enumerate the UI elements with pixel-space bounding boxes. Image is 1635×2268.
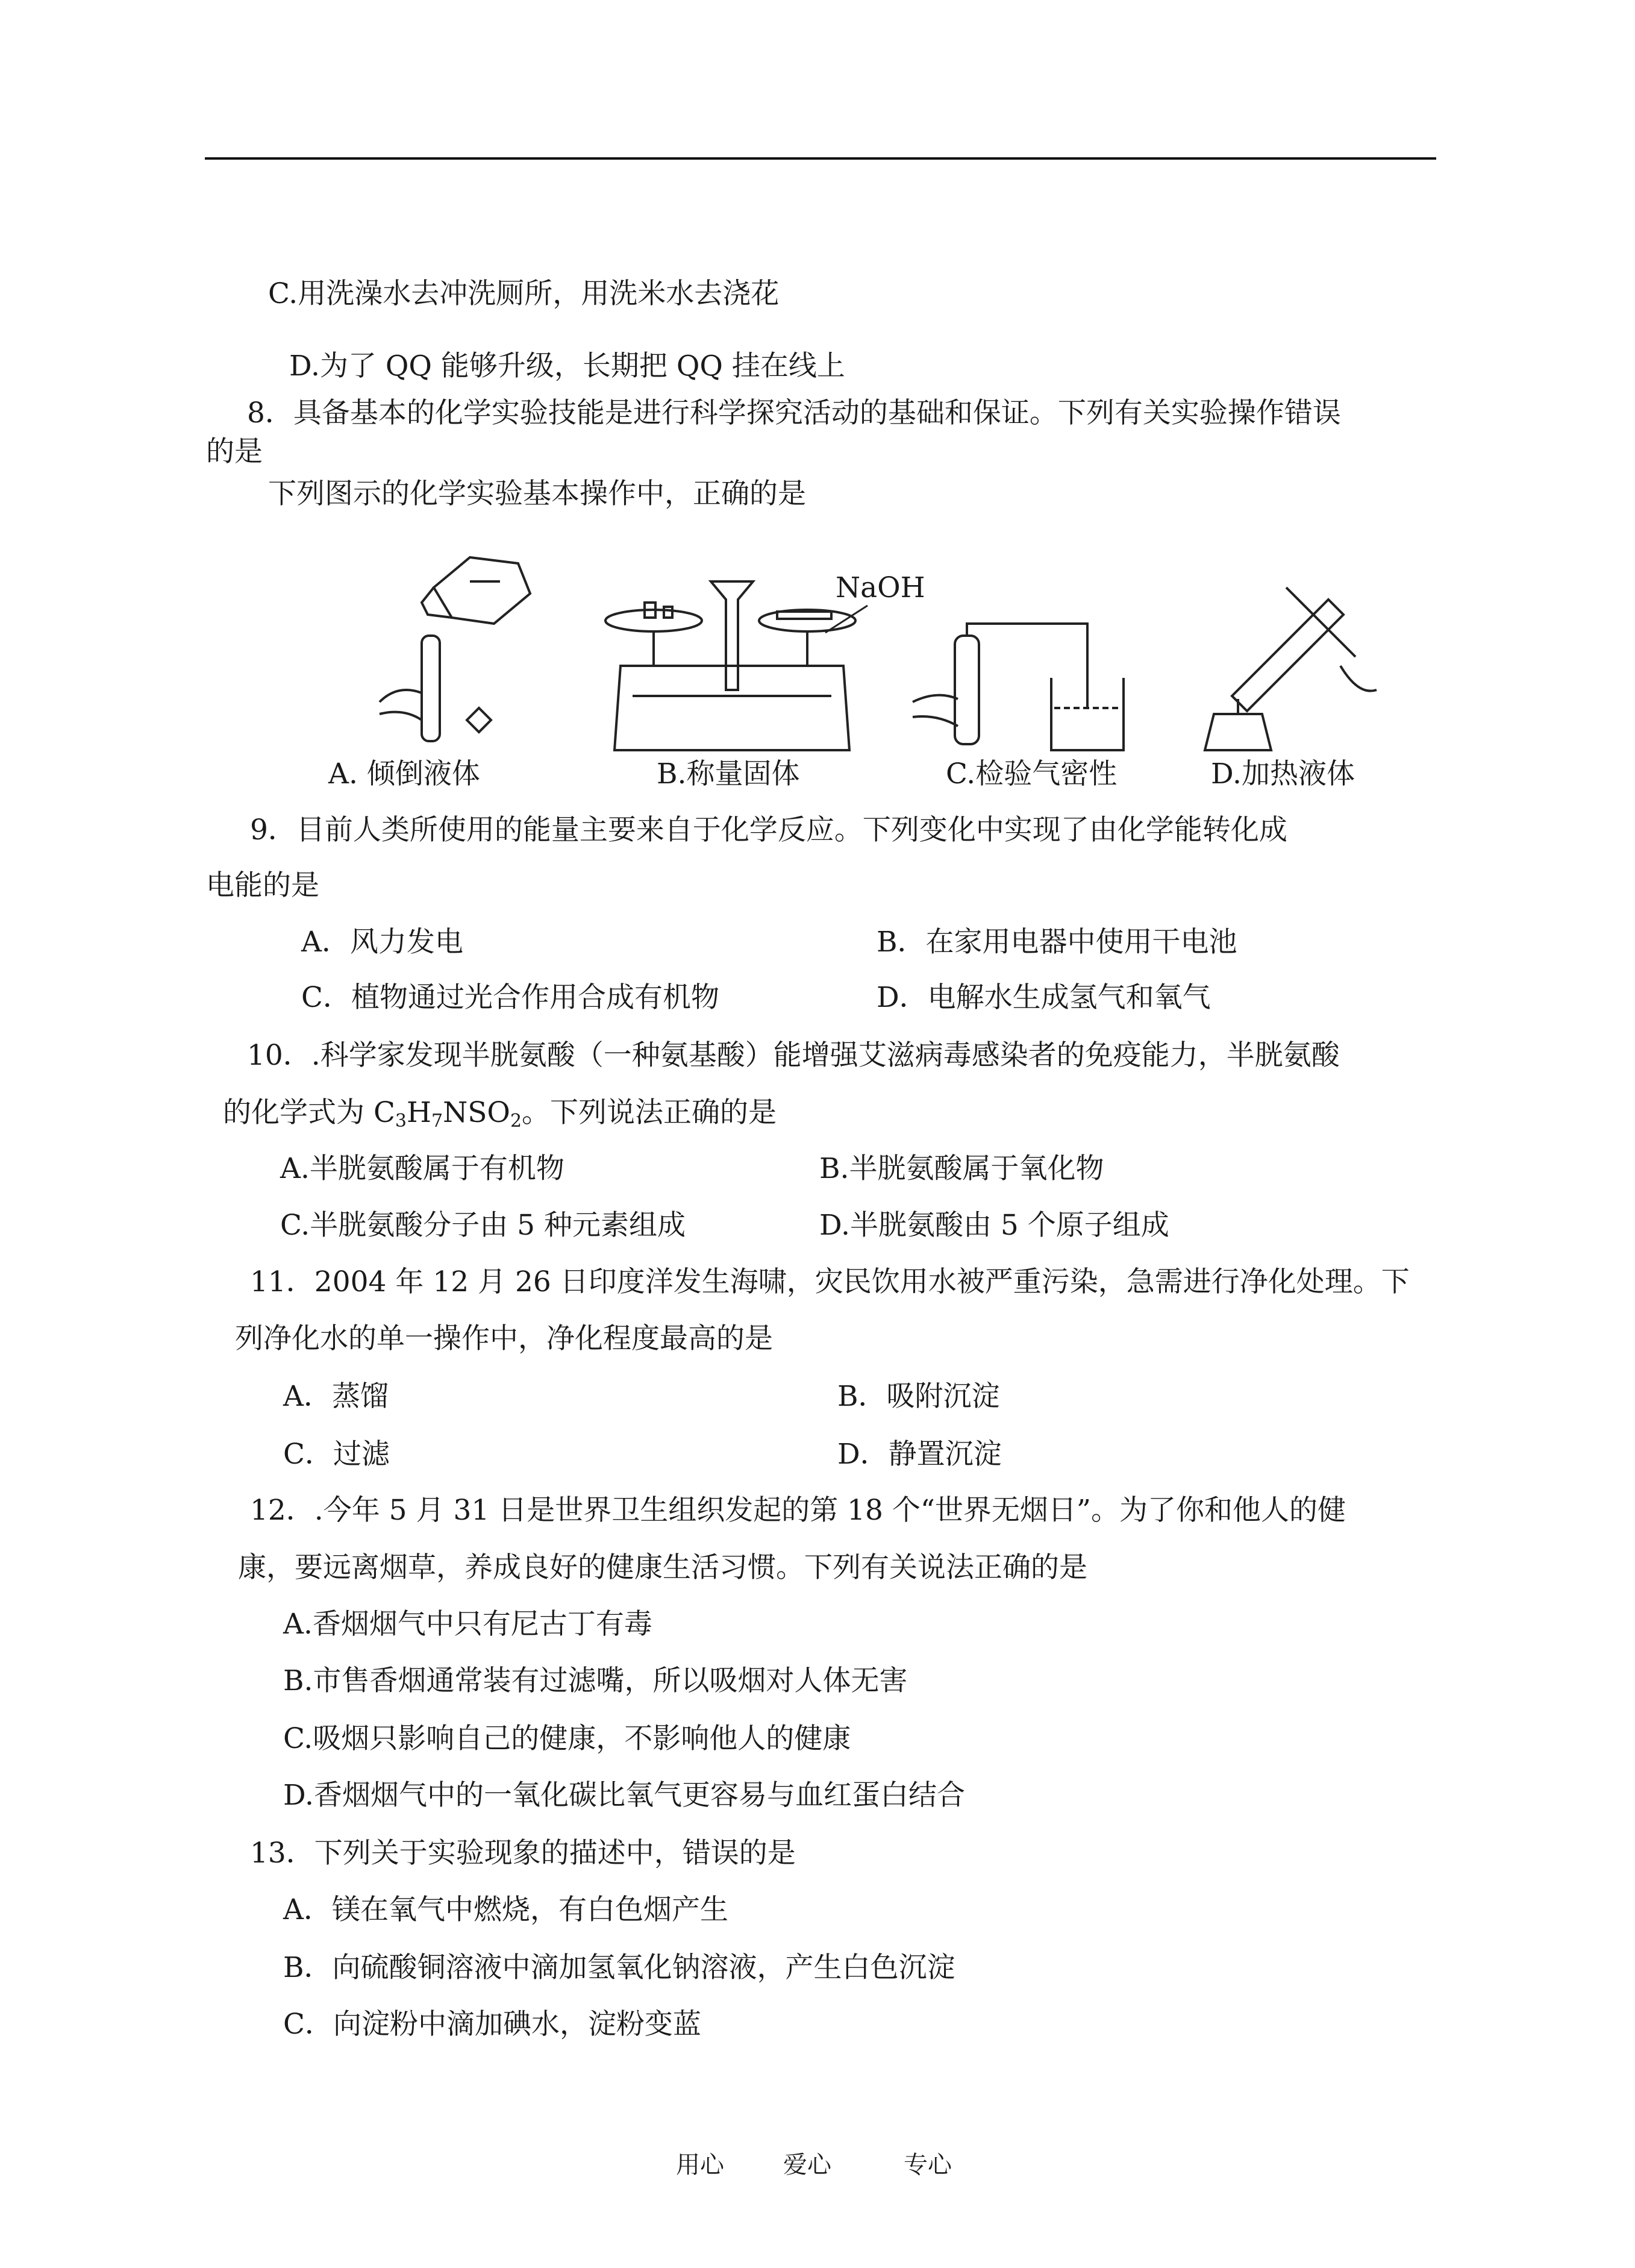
q12-option-a: A.香烟烟气中只有尼古丁有毒 bbox=[283, 1608, 652, 1641]
q10-stem-line2: 的化学式为 $C_3H_7NSO_2$。下列说法正确的是 bbox=[223, 1096, 777, 1132]
figure-a-pouring-liquid bbox=[361, 545, 542, 750]
footer-text-1: 用心 bbox=[676, 2151, 724, 2179]
naoh-pointer-line bbox=[819, 603, 874, 639]
q13-option-a: A．镁在氧气中燃烧，有白色烟产生 bbox=[283, 1893, 728, 1926]
q11-stem-line2: 列净化水的单一操作中，净化程度最高的是 bbox=[235, 1322, 773, 1355]
q13-stem: 13．下列关于实验现象的描述中，错误的是 bbox=[250, 1837, 796, 1870]
q9-stem-line2: 电能的是 bbox=[206, 869, 319, 902]
q13-option-b: B．向硫酸铜溶液中滴加氢氧化钠溶液，产生白色沉淀 bbox=[283, 1951, 955, 1984]
q8-stem-line3: 下列图示的化学实验基本操作中，正确的是 bbox=[268, 477, 806, 510]
q11-option-c: C．过滤 bbox=[283, 1438, 390, 1471]
q13-option-c: C．向淀粉中滴加碘水，淀粉变蓝 bbox=[283, 2008, 701, 2041]
q11-stem-line1: 11．2004 年 12 月 26 日印度洋发生海啸，灾民饮用水被严重污染，急需进行净化处理。下 bbox=[250, 1265, 1410, 1298]
q12-option-b: B.市售香烟通常装有过滤嘴，所以吸烟对人体无害 bbox=[283, 1664, 908, 1697]
q11-option-b: B．吸附沉淀 bbox=[837, 1380, 1000, 1413]
figure-d-caption: D.加热液体 bbox=[1211, 757, 1355, 791]
figure-b-caption: B.称量固体 bbox=[657, 757, 800, 791]
q12-stem-line1: 12．.今年 5 月 31 日是世界卫生组织发起的第 18 个“世界无烟日”。为了你和他人的健 bbox=[250, 1494, 1346, 1527]
figure-b-naoh-label: NaOH bbox=[836, 571, 925, 604]
footer-text-2: 爱心 bbox=[783, 2151, 831, 2179]
q10-option-a: A.半胱氨酸属于有机物 bbox=[280, 1152, 564, 1185]
q8-stem-line2: 的是 bbox=[206, 435, 263, 468]
q9-option-c: C．植物通过光合作用合成有机物 bbox=[301, 981, 719, 1014]
header-rule bbox=[205, 157, 1436, 160]
q8-stem-line1: 8．具备基本的化学实验技能是进行科学探究活动的基础和保证。下列有关实验操作错误 bbox=[247, 396, 1341, 430]
figure-c-airtightness-check bbox=[907, 612, 1142, 756]
q11-option-a: A．蒸馏 bbox=[283, 1380, 389, 1413]
figure-a-caption: A. 倾倒液体 bbox=[328, 757, 480, 791]
q9-option-b: B．在家用电器中使用干电池 bbox=[877, 926, 1237, 959]
q7-option-c: C.用洗澡水去冲洗厕所，用洗米水去浇花 bbox=[268, 277, 780, 310]
q10-option-d: D.半胱氨酸由 5 个原子组成 bbox=[819, 1209, 1169, 1242]
q12-option-c: C.吸烟只影响自己的健康，不影响他人的健康 bbox=[283, 1722, 851, 1755]
q7-option-d: D.为了 QQ 能够升级，长期把 QQ 挂在线上 bbox=[289, 349, 845, 383]
figure-c-caption: C.检验气密性 bbox=[946, 757, 1118, 791]
figure-d-heating-liquid bbox=[1196, 575, 1383, 756]
q10-option-b: B.半胱氨酸属于氧化物 bbox=[819, 1152, 1104, 1185]
q9-option-d: D．电解水生成氢气和氧气 bbox=[877, 981, 1211, 1014]
q11-option-d: D．静置沉淀 bbox=[837, 1438, 1002, 1471]
q9-stem-line1: 9．目前人类所使用的能量主要来自于化学反应。下列变化中实现了由化学能转化成 bbox=[250, 813, 1287, 847]
q12-stem-line2: 康，要远离烟草，养成良好的健康生活习惯。下列有关说法正确的是 bbox=[238, 1551, 1087, 1584]
footer-text-3: 专心 bbox=[904, 2151, 952, 2179]
q10-option-c: C.半胱氨酸分子由 5 种元素组成 bbox=[280, 1209, 686, 1242]
q9-option-a: A．风力发电 bbox=[301, 926, 463, 959]
q10-stem-line1: 10．.科学家发现半胱氨酸（一种氨基酸）能增强艾滋病毒感染者的免疫能力，半胱氨酸 bbox=[247, 1039, 1340, 1072]
q12-option-d: D.香烟烟气中的一氧化碳比氧气更容易与血红蛋白结合 bbox=[283, 1779, 965, 1812]
